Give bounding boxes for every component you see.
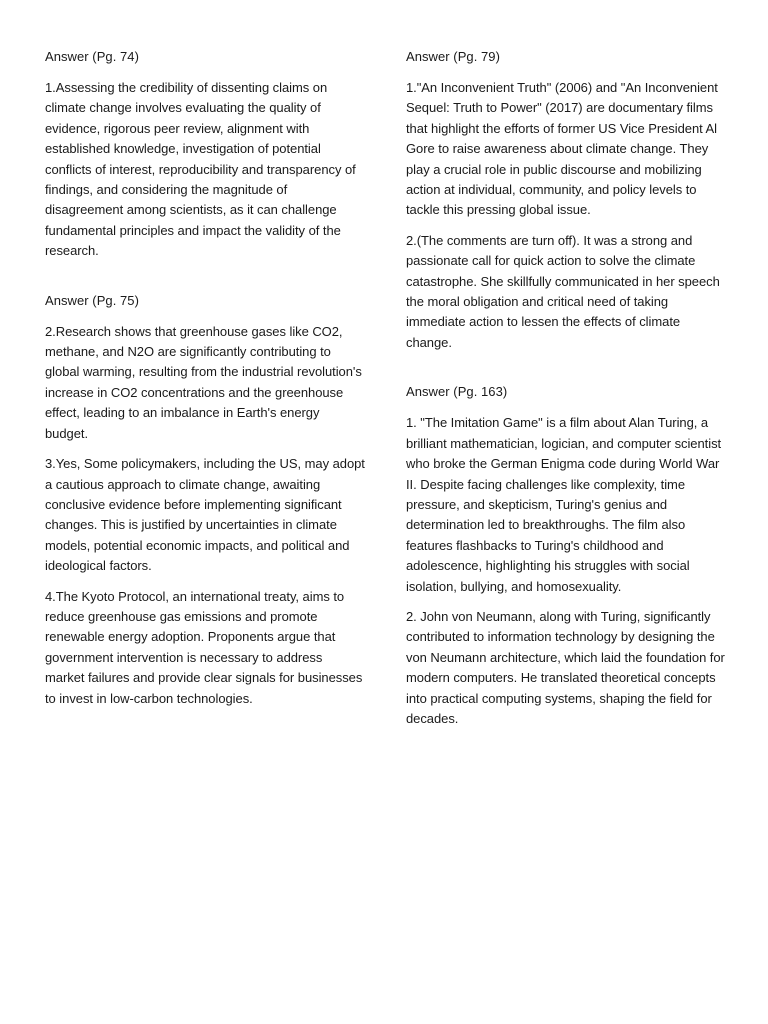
section-heading: Answer (Pg. 74): [45, 49, 139, 64]
answer-section-pg-75: [45, 291, 365, 709]
answer-paragraph: 2.Research shows that greenhouse gases like CO2, methane, and N2O are significantly contributing to global warming, resulting from the industrial revolution's increase in CO2 concentrations and the greenhouse effect, leading to an imbalance in Earth's energy budget.: [45, 323, 362, 441]
answer-section-pg-74: [45, 47, 365, 262]
answer-section-pg-79: [406, 47, 728, 353]
answer-paragraph: 1."An Inconvenient Truth" (2006) and "An Inconvenient Sequel: Truth to Power" (2017) are documentary films that highlight the efforts of former US Vice President Al Gore to raise awareness about climate change. They play a crucial role in public discourse and mobilizing action at individual, community, and policy levels to tackle this pressing global issue.: [406, 80, 718, 218]
answer-paragraph: 2.(The comments are turn off). It was a strong and passionate call for quick action to solve the climate catastrophe. She skillfully communicated in her speech the moral obligation and critical need of taking immediate action to lessen the effects of climate change.: [406, 232, 720, 350]
answer-paragraph: 3.Yes, Some policymakers, including the US, may adopt a cautious approach to climate change, awaiting conclusive evidence before implementing significant changes. This is justified by uncertainties in climate models, potential economic impacts, and political and ideological factors.: [45, 456, 365, 574]
answer-paragraph: 1. "The Imitation Game" is a film about Alan Turing, a brilliant mathematician, logician, and computer scientist who broke the German Enigma code during World War II. Despite facing challenges like complexity, time pressure, and skepticism, Turing's genius and determination led to breakthroughs. The film also features flashbacks to Turing's childhood and adolescence, highlighting his struggles with social isolation, bullying, and homosexuality.: [406, 415, 722, 594]
answer-section-pg-163: [406, 382, 728, 729]
right-column: [406, 47, 728, 739]
section-heading: Answer (Pg. 79): [406, 49, 500, 64]
answer-paragraph: 1.Assessing the credibility of dissenting claims on climate change involves evaluating the quality of evidence, rigorous peer review, alignment with established knowledge, investigation of potential conflicts of interest, reproducibility and transparency of findings, and considering the magnitude of disagreement among scientists, as it can challenge fundamental principles and impact the validity of the research.: [45, 80, 356, 259]
section-heading: Answer (Pg. 163): [406, 384, 508, 400]
left-column: [45, 47, 365, 719]
answer-paragraph: 4.The Kyoto Protocol, an international treaty, aims to reduce greenhouse gas emissions and promote renewable energy adoption. Proponents argue that government intervention is necessary to address market failures and provide clear signals for businesses to invest in low-carbon technologies.: [45, 588, 363, 706]
section-heading: Answer (Pg. 75): [45, 292, 139, 308]
answer-paragraph: 2. John von Neumann, along with Turing, significantly contributed to information technology by designing the von Neumann architecture, which laid the foundation for modern computers. He translated theoretical concepts into practical computing systems, shaping the field for decades.: [406, 608, 725, 726]
